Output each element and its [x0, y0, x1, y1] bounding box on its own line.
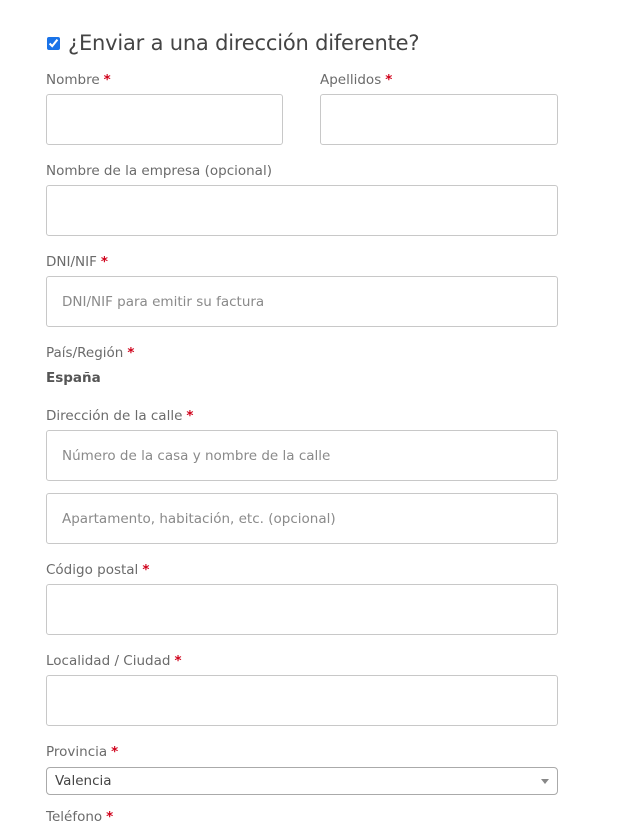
first-name-label [46, 70, 111, 90]
company-input[interactable] [46, 185, 558, 236]
first-name-input[interactable] [46, 94, 283, 145]
phone-label-text: Teléfono [46, 809, 103, 825]
required-mark: * [106, 809, 114, 825]
triangle-down-icon [541, 779, 549, 784]
required-mark: * [103, 72, 111, 88]
city-label [46, 651, 182, 671]
country-value: España [46, 370, 101, 386]
required-mark: * [385, 72, 393, 88]
ship-different-heading: ¿Enviar a una dirección diferente? [68, 31, 420, 55]
ship-to-different-address[interactable] [47, 28, 419, 58]
country-label [46, 343, 134, 363]
postcode-label-text: Código postal [46, 562, 139, 578]
postcode-input[interactable] [46, 584, 558, 635]
city-input[interactable] [46, 675, 558, 726]
dni-input[interactable] [46, 276, 558, 327]
street-line2-input[interactable] [46, 493, 558, 544]
province-select[interactable] [46, 767, 558, 795]
province-selected-value: Valencia [55, 773, 112, 789]
postcode-label [46, 560, 149, 580]
required-mark: * [142, 562, 150, 578]
required-mark: * [100, 254, 108, 270]
dni-label-text: DNI/NIF [46, 254, 97, 270]
last-name-input[interactable] [320, 94, 558, 145]
dni-label [46, 252, 108, 272]
city-label-text: Localidad / Ciudad [46, 653, 171, 669]
required-mark: * [111, 744, 119, 760]
required-mark: * [174, 653, 182, 669]
street-label [46, 406, 193, 426]
street-line1-input[interactable] [46, 430, 558, 481]
required-mark: * [127, 345, 135, 361]
province-label [46, 742, 118, 762]
last-name-label [320, 70, 392, 90]
company-label [46, 161, 272, 181]
company-label-text: Nombre de la empresa (opcional) [46, 163, 272, 179]
last-name-label-text: Apellidos [320, 72, 382, 88]
first-name-label-text: Nombre [46, 72, 100, 88]
street-label-text: Dirección de la calle [46, 408, 183, 424]
phone-label [46, 807, 113, 827]
ship-different-checkbox[interactable] [47, 37, 60, 50]
province-label-text: Provincia [46, 744, 108, 760]
country-label-text: País/Región [46, 345, 124, 361]
required-mark: * [186, 408, 194, 424]
